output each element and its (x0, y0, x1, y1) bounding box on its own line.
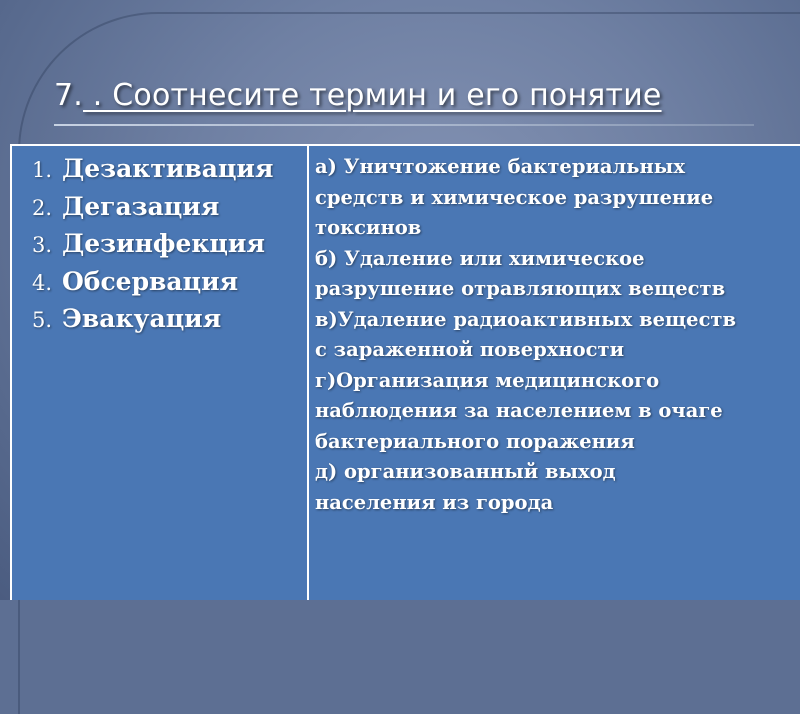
term-item (12, 304, 307, 342)
term-label: Обсервация (62, 266, 239, 296)
title-text: . Соотнесите термин и его понятие (83, 78, 662, 113)
slide-title (54, 78, 662, 113)
definition-line: бактериального поражения (315, 429, 635, 453)
terms-list (12, 154, 307, 342)
definitions-cell (309, 146, 800, 600)
term-item (12, 154, 307, 192)
term-number: 2. (31, 195, 52, 220)
title-underline-rule (54, 124, 754, 126)
definition-line: средств и химическое разрушение (315, 185, 714, 209)
term-item (12, 267, 307, 305)
title-number: 7. (54, 78, 84, 113)
definition-line: разрушение отравляющих веществ (315, 277, 726, 300)
term-number: 4. (31, 270, 52, 295)
definition-line: д) организованный выход (315, 460, 616, 483)
term-number: 3. (31, 233, 52, 257)
definition-line: а) Уничтожение бактериальных (315, 155, 685, 178)
term-item (12, 229, 307, 267)
term-item (12, 192, 307, 230)
terms-cell (12, 146, 309, 600)
term-label: Дезинфекция (62, 229, 265, 258)
term-label: Дезактивация (62, 154, 274, 183)
definition-line: населения из города (315, 490, 554, 514)
definition-line: в)Удаление радиоактивных веществ (315, 307, 737, 331)
definition-line: токсинов (315, 216, 422, 239)
term-number: 5. (31, 308, 52, 332)
definition-line: б) Удаление или химическое (315, 246, 645, 270)
definition-line: с зараженной поверхности (315, 338, 625, 361)
definition-line: г)Организация медицинского (315, 368, 660, 392)
term-number: 1. (31, 158, 52, 182)
definition-line: наблюдения за населением в очаге (315, 399, 723, 422)
matching-table (10, 144, 800, 600)
term-label: Эвакуация (62, 304, 222, 333)
term-label: Дегазация (62, 191, 220, 221)
